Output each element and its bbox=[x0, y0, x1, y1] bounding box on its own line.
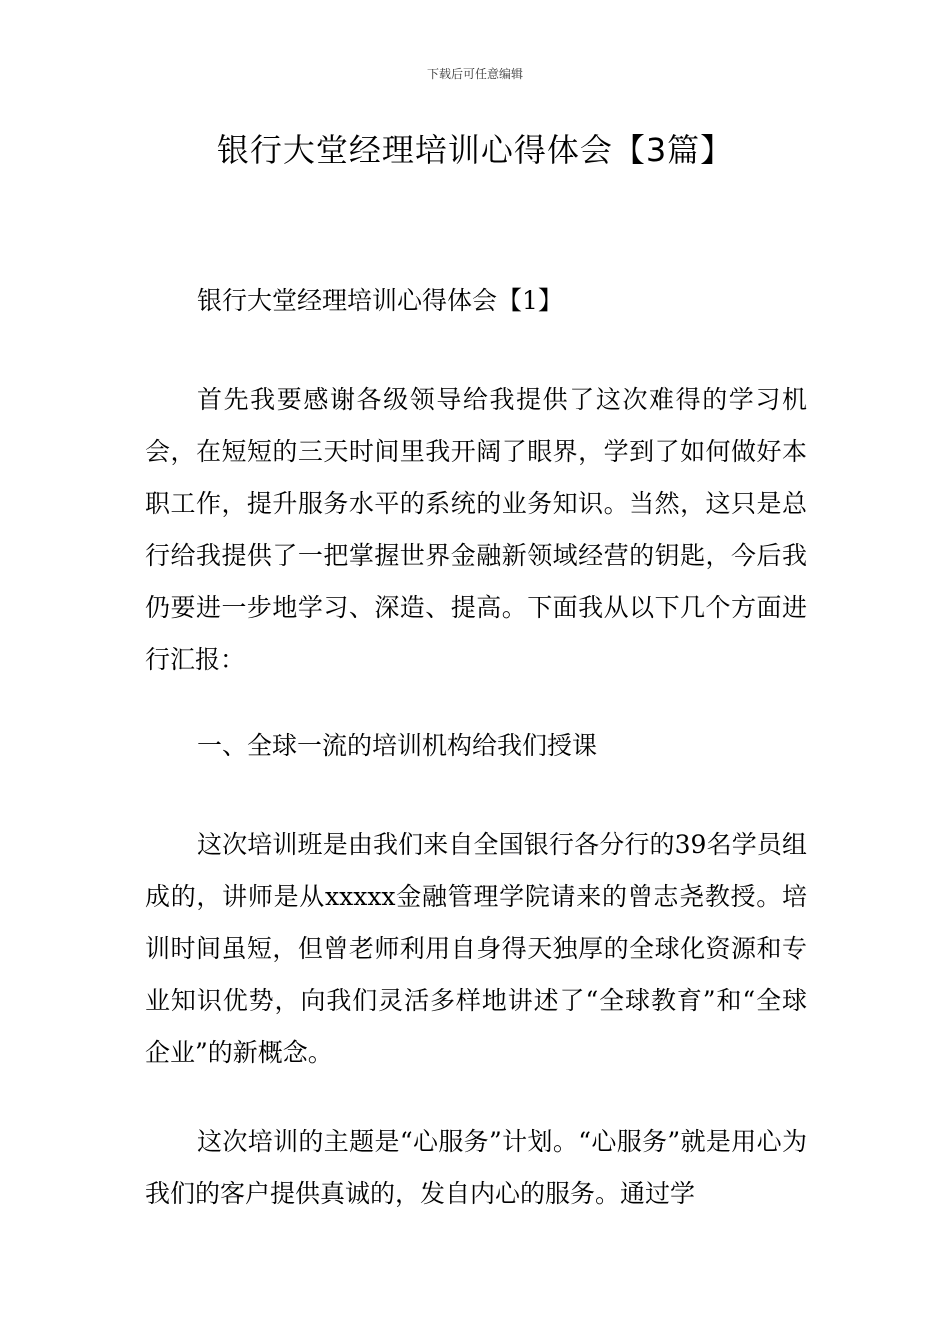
paragraph-1: 首先我要感谢各级领导给我提供了这次难得的学习机会，在短短的三天时间里我开阔了眼界，学到了如何做好本职工作，提升服务水平的系统的业务知识。当然，这只是总行给我提供了一把掌握世界金融新领域经营的钥匙，今后我仍要进一步地学习、深造、提高。下面我从以下几个方面进行汇报： bbox=[145, 385, 807, 674]
paragraph-2: 这次培训班是由我们来自全国银行各分行的39名学员组成的，讲师是从xxxxx金融管理学院请来的曾志尧教授。培训时间虽短，但曾老师利用自身得天独厚的全球化资源和专业知识优势，向我们灵活多样地讲述了“全球教育”和“全球企业”的新概念。 bbox=[145, 830, 807, 1067]
paragraph-3: 这次培训的主题是“心服务”计划。“心服务”就是用心为我们的客户提供真诚的，发自内心的服务。通过学 bbox=[145, 1127, 807, 1208]
document-title: 银行大堂经理培训心得体会【3篇】 bbox=[216, 131, 734, 169]
section-heading-1: 银行大堂经理培训心得体会【1】 bbox=[197, 286, 563, 315]
subheading-1: 一、全球一流的培训机构给我们授课 bbox=[197, 731, 598, 760]
download-watermark: 下载后可任意编辑 bbox=[426, 67, 523, 81]
